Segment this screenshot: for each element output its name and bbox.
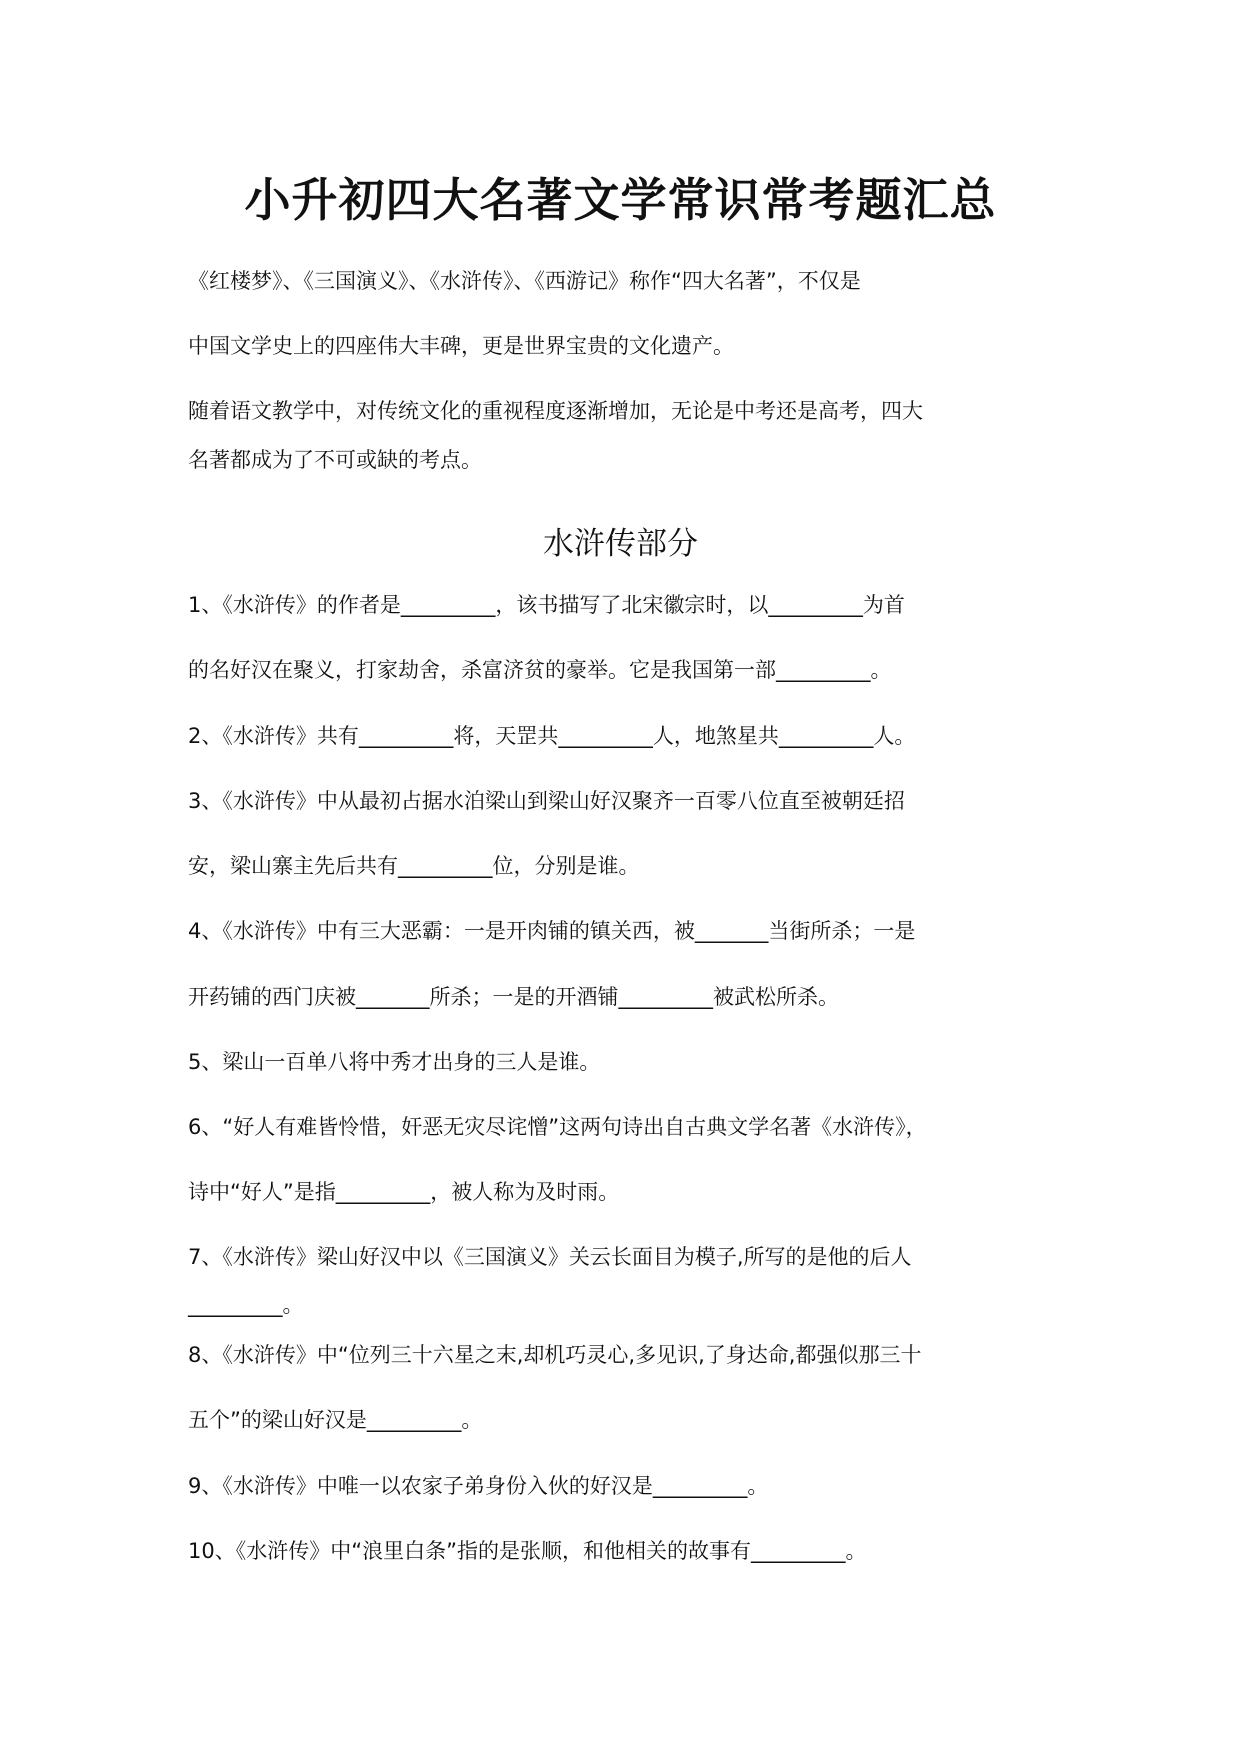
question-line: 8、《水浒传》中“位列三十六星之末,却机巧灵心,多见识,了身达命,都强似那三十	[188, 1343, 922, 1367]
question-line: 5、梁山一百单八将中秀才出身的三人是谁。	[188, 1050, 601, 1074]
question-line: 6、“好人有难皆怜惜，奸恶无灾尽诧憎”这两句诗出自古典文学名著《水浒传》，	[188, 1115, 927, 1139]
intro-line: 随着语文教学中，对传统文化的重视程度逐渐增加，无论是中考还是高考，四大	[188, 399, 923, 423]
intro-line: 《红楼梦》、《三国演义》、《水浒传》、《西游记》称作“四大名著”，不仅是	[188, 269, 861, 293]
section-heading: 水浒传部分	[543, 526, 698, 562]
question-line: 10、《水浒传》中“浪里白条”指的是张顺，和他相关的故事有_________。	[188, 1539, 867, 1563]
question-line: 的名好汉在聚义，打家劫舍，杀富济贫的豪举。它是我国第一部_________。	[188, 658, 892, 682]
question-line: 4、《水浒传》中有三大恶霸：一是开肉铺的镇关西，被_______当街所杀；一是	[188, 919, 916, 943]
question-line: 1、《水浒传》的作者是_________，该书描写了北宋徽宗时，以_________为首	[188, 593, 905, 617]
question-line: 9、《水浒传》中唯一以农家子弟身份入伙的好汉是_________。	[188, 1474, 769, 1498]
question-line: 7、《水浒传》梁山好汉中以《三国演义》关云长面目为模子,所写的是他的后人	[188, 1245, 912, 1269]
page-title: 小升初四大名著文学常识常考题汇总	[244, 173, 997, 227]
question-line: 安，梁山寨主先后共有_________位，分别是谁。	[188, 854, 640, 878]
intro-line: 名著都成为了不可或缺的考点。	[188, 448, 482, 472]
question-line: 2、《水浒传》共有_________将，天罡共_________人，地煞星共_________人。	[188, 724, 916, 748]
question-line: 开药铺的西门庆被_______所杀；一是的开酒铺_________被武松所杀。	[188, 985, 839, 1009]
intro-line: 中国文学史上的四座伟大丰碑，更是世界宝贵的文化遗产。	[188, 334, 734, 358]
question-line: 五个”的梁山好汉是_________。	[188, 1408, 483, 1432]
question-line: 3、《水浒传》中从最初占据水泊梁山到梁山好汉聚齐一百零八位直至被朝廷招	[188, 789, 905, 813]
question-line: 诗中“好人”是指_________，被人称为及时雨。	[188, 1180, 620, 1204]
question-line: _________。	[188, 1293, 304, 1317]
